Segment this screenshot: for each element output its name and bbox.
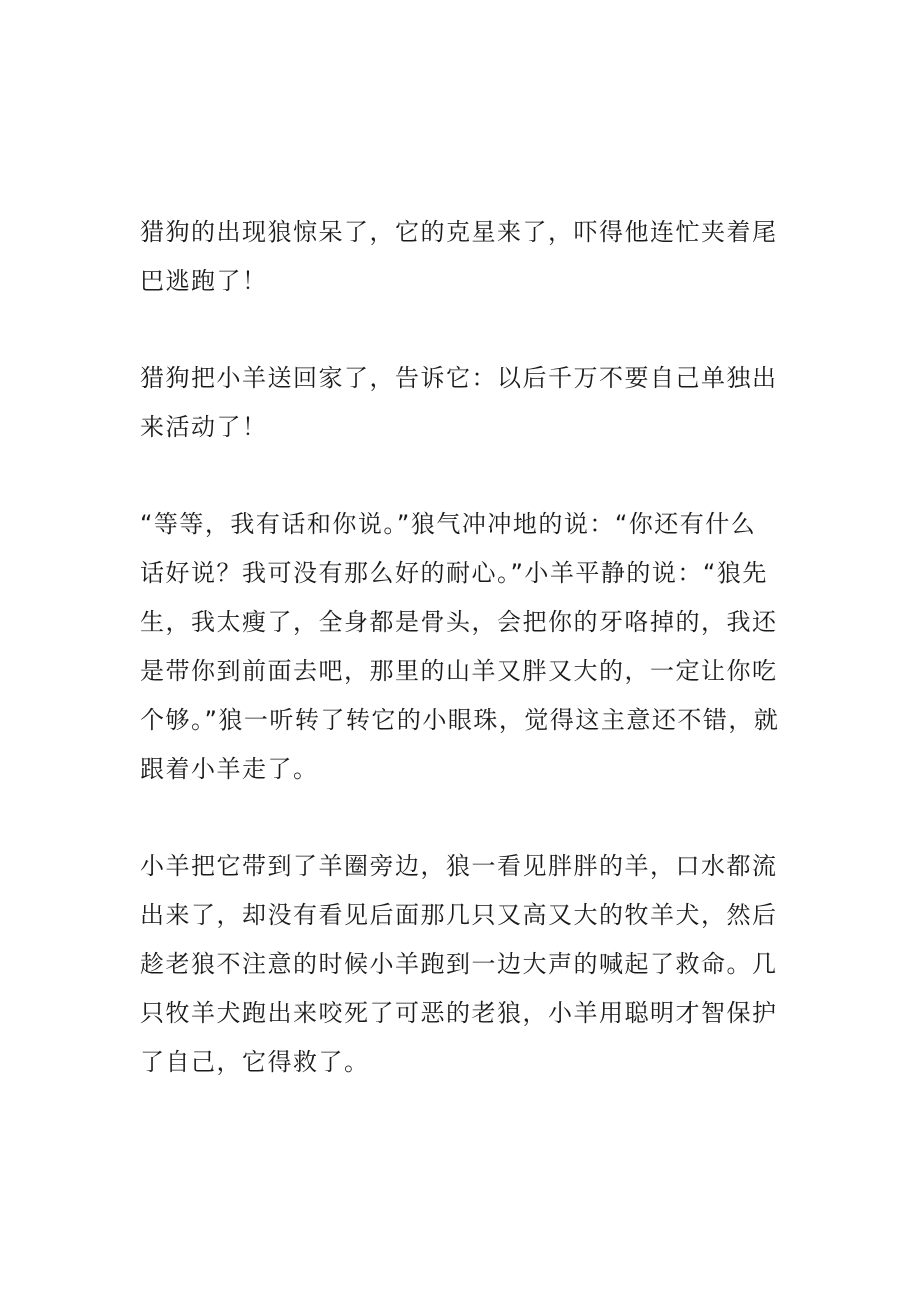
paragraph-dog-sends-lamb-home [140,354,780,452]
text-line: 只牧羊犬跑出来咬死了可恶的老狼，小羊用聪明才智保护 [140,999,778,1027]
text-line: 趁老狼不注意的时候小羊跑到一边大声的喊起了救命。几 [140,950,778,978]
text-line: 个够。”狼一听转了转它的小眼珠，觉得这主意还不错，就 [140,706,780,734]
document-body [140,208,780,1135]
text-line: 巴逃跑了！ [140,267,268,295]
text-line: 出来了，却没有看见后面那几只又高又大的牧羊犬，然后 [140,901,778,929]
text-line: 小羊把它带到了羊圈旁边，狼一看见胖胖的羊，口水都流 [140,852,778,880]
text-line: 跟着小羊走了。 [140,755,319,783]
paragraph-lamb-saved [140,842,780,1087]
paragraph-lamb-talks-to-wolf [140,500,780,794]
text-line: 猎狗的出现狼惊呆了，它的克星来了，吓得他连忙夹着尾 [140,218,778,246]
text-line: 生，我太瘦了，全身都是骨头，会把你的牙咯掉的，我还 [140,608,778,636]
text-line: 来活动了！ [140,413,268,441]
text-line: 是带你到前面去吧，那里的山羊又胖又大的，一定让你吃 [140,657,778,685]
text-line: 了自己，它得救了。 [140,1048,370,1076]
paragraph-hunting-dog-appears [140,208,780,306]
text-line: 猎狗把小羊送回家了，告诉它：以后千万不要自己单独出 [140,364,778,392]
text-line: 话好说？我可没有那么好的耐心。”小羊平静的说：“狼先 [140,559,768,587]
text-line: “等等，我有话和你说。”狼气冲冲地的说：“你还有什么 [140,510,757,538]
